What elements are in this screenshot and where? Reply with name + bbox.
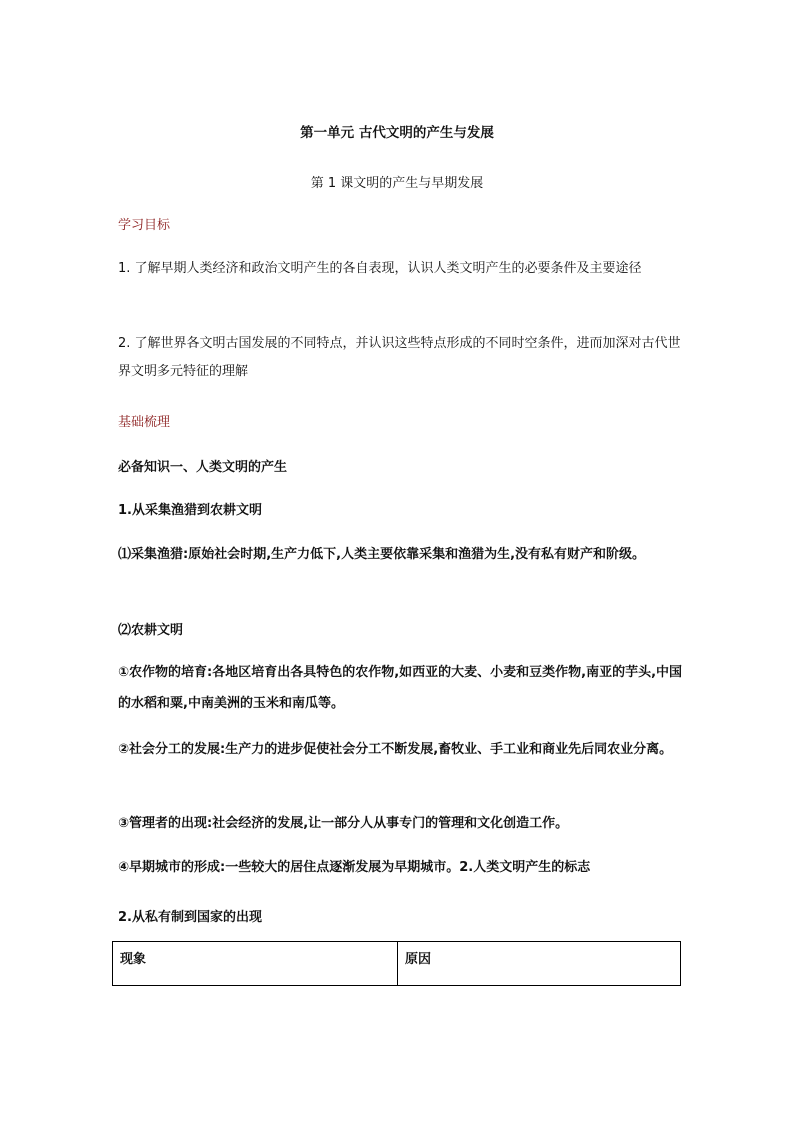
objective-1: 1. 了解早期人类经济和政治文明产生的各自表现，认识人类文明产生的必要条件及主要途径 (118, 261, 642, 276)
lesson-title: 第 1 课文明的产生与早期发展 (310, 176, 484, 191)
point-2-heading: 2.从私有制到国家的出现 (118, 910, 262, 925)
item-4: ④早期城市的形成:一些较大的居住点逐渐发展为早期城市。2.人类文明产生的标志 (118, 860, 591, 875)
unit-title: 第一单元 古代文明的产生与发展 (300, 125, 494, 141)
objectives-heading: 学习目标 (118, 218, 171, 233)
item-3: ③管理者的出现:社会经济的发展,让一部分人从事专门的管理和文化创造工作。 (118, 816, 569, 831)
phenomenon-reason-table (112, 941, 681, 986)
point-1-2-heading: ⑵农耕文明 (118, 623, 184, 638)
point-1-heading: 1.从采集渔猎到农耕文明 (118, 503, 262, 518)
basics-heading: 基础梳理 (118, 415, 171, 430)
item-1: ①农作物的培育:各地区培育出各具特色的农作物,如西亚的大麦、小麦和豆类作物,南亚的芋头,中国的水稻和粟,中南美洲的玉米和南瓜等。 (118, 665, 683, 711)
table-header-phenomenon: 现象 (120, 952, 147, 967)
table-header-reason: 原因 (397, 942, 680, 985)
knowledge-heading: 必备知识一、人类文明的产生 (118, 460, 288, 475)
objective-2: 2. 了解世界各文明古国发展的不同特点，并认识这些特点形成的不同时空条件，进而加深对古代世界文明多元特征的理解 (118, 336, 681, 379)
item-2: ②社会分工的发展:生产力的进步促使社会分工不断发展,畜牧业、手工业和商业先后同农业分离。 (118, 742, 673, 757)
point-1-1: ⑴采集渔猎:原始社会时期,生产力低下,人类主要依靠采集和渔猎为生,没有私有财产和阶级。 (118, 547, 646, 562)
